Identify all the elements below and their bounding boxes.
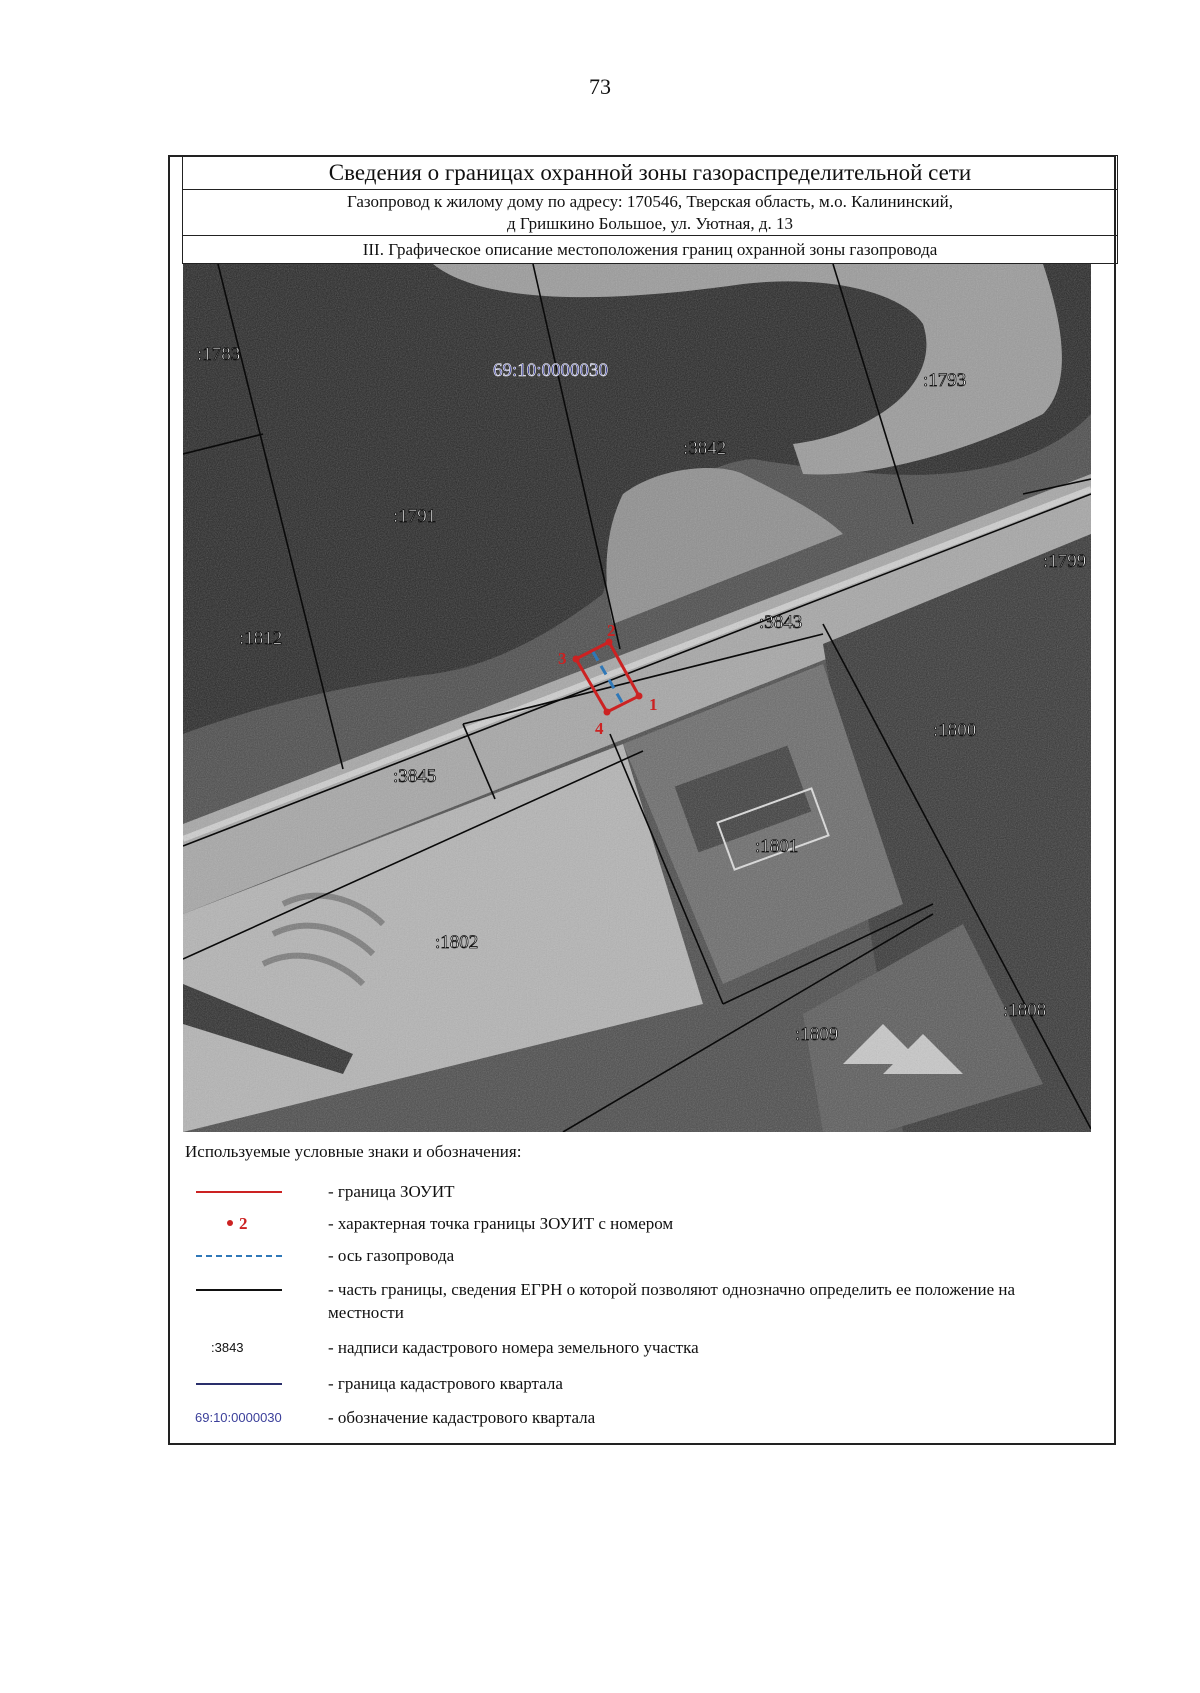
parcel-label-1793: :1793 xyxy=(923,370,967,391)
page-number: 73 xyxy=(589,74,611,99)
legend-item-egrn-boundary xyxy=(183,1278,1083,1328)
black-line-symbol xyxy=(183,1278,293,1308)
legend-label: - ось газопровода xyxy=(328,1246,455,1265)
legend-label: - обозначение кадастрового квартала xyxy=(328,1408,596,1427)
cadastral-quarter-label: 69:10:0000030 xyxy=(493,360,609,381)
zouit-point-4-label: 4 xyxy=(595,719,604,738)
legend-item-gas-axis xyxy=(183,1244,1083,1274)
parcel-label-3842: :3842 xyxy=(683,438,727,459)
parcel-label-1802: :1802 xyxy=(435,932,479,953)
legend-item-zouit-point xyxy=(183,1212,1083,1242)
parcel-label-1801: :1801 xyxy=(755,836,799,857)
parcel-label-1799: :1799 xyxy=(1043,551,1087,572)
legend-title: Используемые условные знаки и обозначения: xyxy=(185,1142,522,1161)
red-line-symbol xyxy=(183,1180,293,1210)
zouit-point-1-label: 1 xyxy=(649,695,658,714)
navy-line-symbol xyxy=(183,1372,293,1402)
parcel-label-1791: :1791 xyxy=(393,506,437,527)
zouit-point-4-marker xyxy=(604,709,611,716)
legend-label: - надписи кадастрового номера земельного участка xyxy=(328,1338,699,1357)
parcel-label-1783: :1783 xyxy=(197,344,241,365)
legend-item-quarter-label xyxy=(183,1406,1083,1436)
parcel-label-1800: :1800 xyxy=(933,720,977,741)
blue-dashed-line-symbol xyxy=(183,1244,293,1274)
object-description-line1: Газопровод к жилому дому по адресу: 170546, Тверская область, м.о. Калининский, xyxy=(346,192,953,211)
legend-item-quarter-boundary xyxy=(183,1372,1083,1402)
parcel-label-1812: :1812 xyxy=(239,628,283,649)
section-heading: III. Графическое описание местоположения границ охранной зоны газопровода xyxy=(182,235,1118,264)
legend-label: - характерная точка границы ЗОУИТ с номером xyxy=(328,1214,674,1233)
legend-label: - граница ЗОУИТ xyxy=(328,1182,455,1201)
quarter-label-symbol: 69:10:0000030 xyxy=(195,1410,282,1425)
parcel-label-1808: :1808 xyxy=(1003,1000,1047,1021)
parcel-label-1809: :1809 xyxy=(795,1024,839,1045)
point-number: 2 xyxy=(239,1214,248,1233)
map-svg xyxy=(183,264,1091,1132)
object-description-line2: д Гришкино Большое, ул. Уютная, д. 13 xyxy=(507,214,793,233)
cadastral-map xyxy=(183,264,1091,1132)
parcel-label-3843: :3843 xyxy=(759,612,803,633)
object-description xyxy=(182,189,1118,236)
legend-item-parcel-number xyxy=(183,1336,1083,1366)
legend-label: - часть границы, сведения ЕГРН о которой позволяют однозначно определить ее положение на местности xyxy=(328,1280,1016,1322)
zouit-point-1-marker xyxy=(636,693,643,700)
zouit-point-3-marker xyxy=(573,656,580,663)
legend-label: - граница кадастрового квартала xyxy=(328,1374,563,1393)
red-point-symbol xyxy=(183,1212,293,1242)
zouit-point-3-label: 3 xyxy=(558,649,567,668)
zouit-point-2-label: 2 xyxy=(607,621,616,640)
document-title: Сведения о границах охранной зоны газораспределительной сети xyxy=(182,155,1118,190)
parcel-number-symbol: :3843 xyxy=(211,1340,244,1355)
parcel-label-3845: :3845 xyxy=(393,766,437,787)
legend-item-zouit-boundary xyxy=(183,1180,1083,1210)
